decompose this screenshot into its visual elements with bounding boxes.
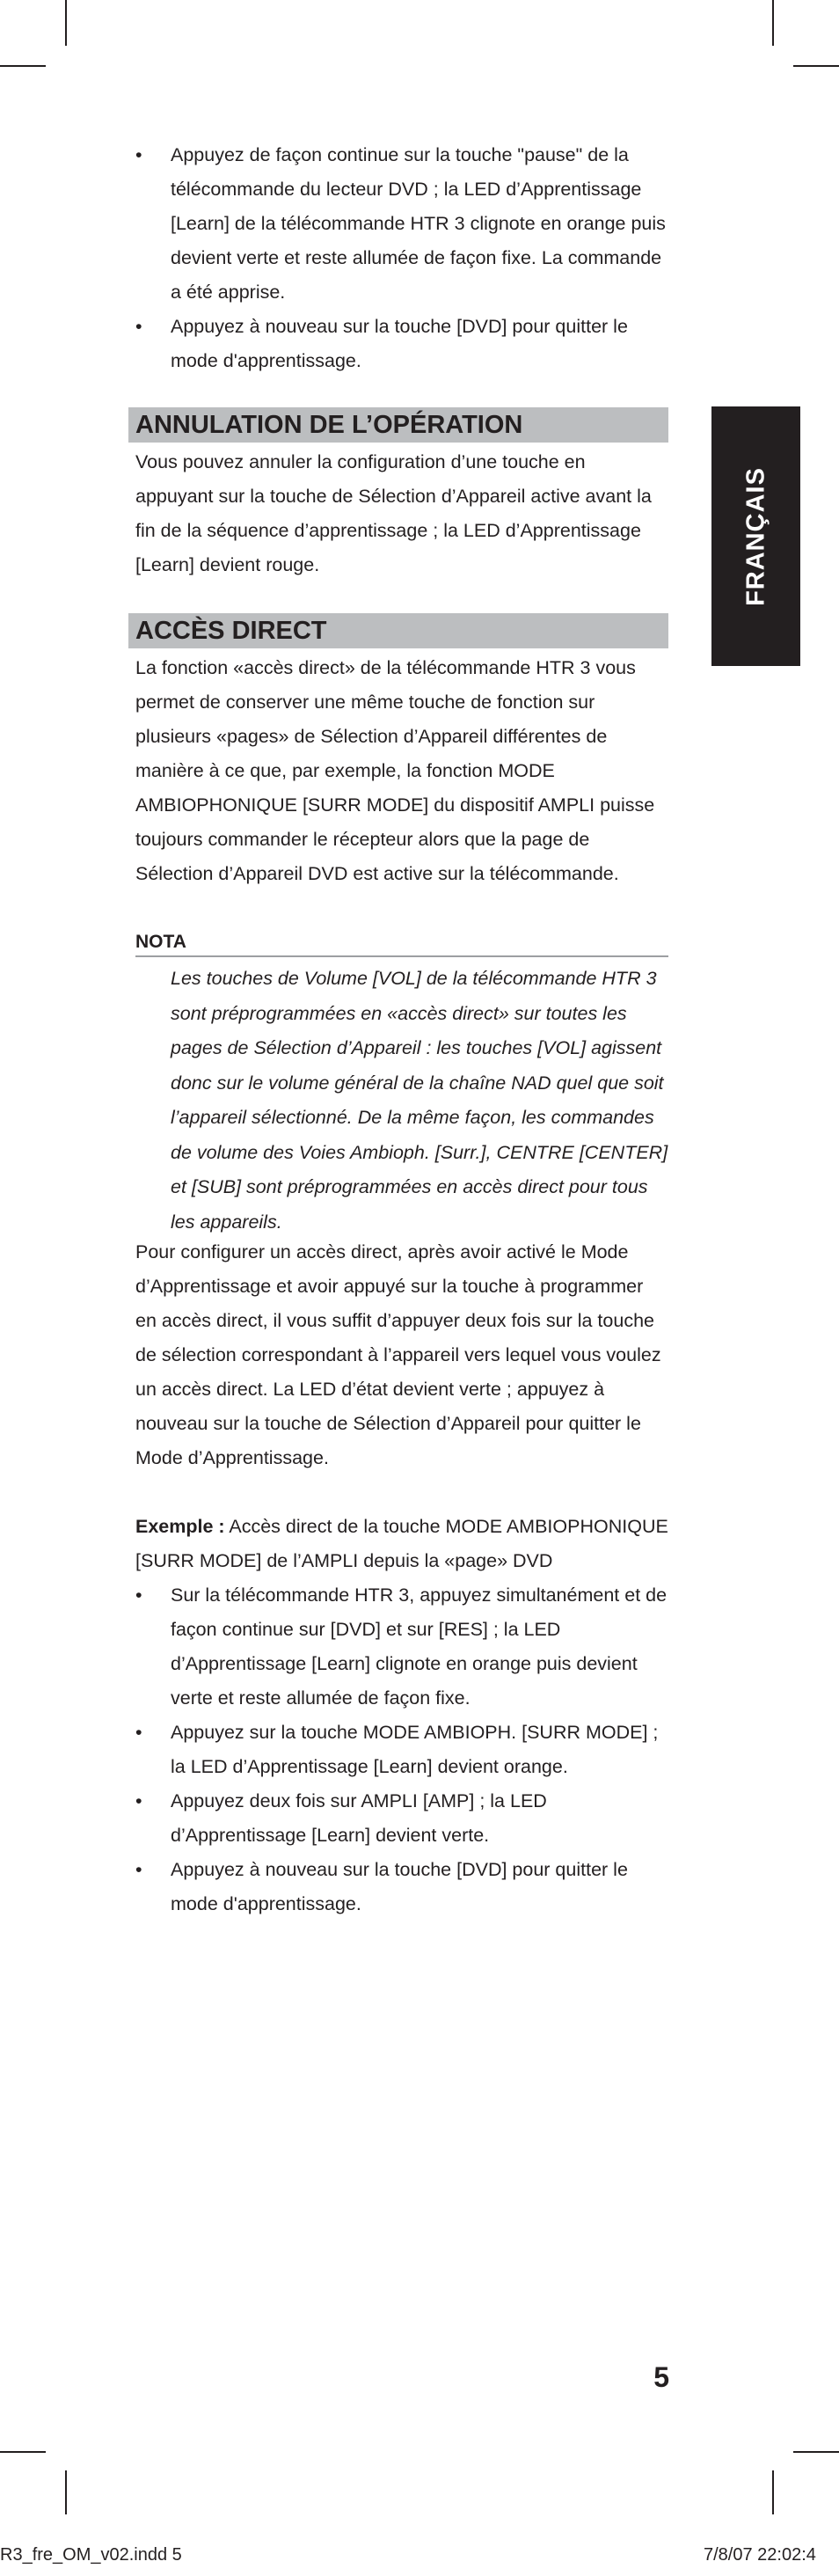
section-heading-text: ANNULATION DE L’OPÉRATION	[135, 411, 523, 439]
example-text: Accès direct de la touche MODE AMBIOPHONIQUE [SURR MODE] de l’AMPLI depuis la «page» DVD	[135, 1516, 668, 1571]
bullet-text: Appuyez à nouveau sur la touche [DVD] pour quitter le mode d'apprentissage.	[171, 1859, 628, 1914]
list-item	[135, 1853, 668, 1921]
list-item	[135, 1578, 668, 1716]
direct-paragraph: La fonction «accès direct» de la télécommande HTR 3 vous permet de conserver une même touche de fonction sur plusieurs «pages» de Sélection d’Appareil différentes de manière à ce que, par exemple, la fonction MODE AMBIOPHONIQUE [SURR MODE] du dispositif AMPLI puisse toujours commander le récepteur alors que la page de Sélection d’Appareil DVD est active sur la télécommande.	[135, 657, 655, 884]
slug-date: 7/8/07 22:02:4	[704, 2545, 816, 2565]
language-tab-label: FRANÇAIS	[741, 466, 770, 606]
note-label: NOTA	[135, 929, 668, 957]
crop-mark	[772, 2470, 774, 2514]
cancel-paragraph: Vous pouvez annuler la configuration d’une touche en appuyant sur la touche de Sélection d’Appareil active avant la fin de la séquence d’apprentissage ; la LED d’Apprentissage [Learn] devient rouge.	[135, 451, 652, 575]
list-item	[135, 1784, 668, 1853]
crop-mark	[772, 0, 774, 46]
bullet-text: Sur la télécommande HTR 3, appuyez simultanément et de façon continue sur [DVD] et sur [RES] ; la LED d’Apprentissage [Learn] clignote en orange puis devient verte et reste allumée de façon fixe.	[171, 1584, 668, 1709]
list-item	[135, 310, 668, 378]
language-tab	[711, 406, 800, 666]
intro-bullet-list	[135, 138, 668, 378]
note-text: Les touches de Volume [VOL] de la télécommande HTR 3 sont préprogrammées en «accès direct» sur toutes les pages de Sélection d’Appareil : les touches [VOL] agissent donc sur le volume général de la chaîne NAD quel que soit l’appareil sélectionné. De la même façon, les commandes de volume des Voies Ambioph. [Surr.], CENTRE [CENTER] et [SUB] sont préprogrammées en accès direct pour tous les appareils.	[171, 968, 668, 1233]
page-number: 5	[653, 2361, 669, 2393]
crop-mark	[65, 0, 67, 46]
bullet-text: Appuyez sur la touche MODE AMBIOPH. [SURR MODE] ; la LED d’Apprentissage [Learn] devient orange.	[171, 1722, 659, 1777]
bullet-text: Appuyez à nouveau sur la touche [DVD] pour quitter le mode d'apprentissage.	[171, 316, 628, 371]
crop-mark	[0, 2451, 46, 2453]
bullet-icon: •	[135, 1859, 142, 1880]
crop-mark	[793, 2451, 839, 2453]
bullet-icon: •	[135, 1584, 142, 1606]
bullet-icon: •	[135, 1722, 142, 1743]
example-bullet-list	[135, 1578, 668, 1921]
config-paragraph: Pour configurer un accès direct, après avoir activé le Mode d’Apprentissage et avoir appuyé sur la touche à programmer en accès direct, il vous suffit d’appuyer deux fois sur la touche de sélection correspondant à l’appareil vers lequel vous voulez un accès direct. La LED d’état devient verte ; appuyez à nouveau sur la touche de Sélection d’Appareil pour quitter le Mode d’Apprentissage.	[135, 1241, 661, 1468]
example-paragraph	[135, 1510, 668, 1578]
bullet-icon: •	[135, 316, 142, 337]
example-lead: Exemple :	[135, 1516, 225, 1537]
bullet-text: Appuyez deux fois sur AMPLI [AMP] ; la LED d’Apprentissage [Learn] devient verte.	[171, 1790, 547, 1846]
bullet-text: Appuyez de façon continue sur la touche "pause" de la télécommande du lecteur DVD ; la LED d’Apprentissage [Learn] de la télécommande HTR 3 clignote en orange puis devient verte et reste allumée de façon fixe. La commande a été apprise.	[171, 144, 666, 303]
slug-filename: R3_fre_OM_v02.indd 5	[0, 2545, 182, 2565]
list-item	[135, 138, 668, 310]
bullet-icon: •	[135, 1790, 142, 1811]
section-heading-text: ACCÈS DIRECT	[135, 617, 327, 645]
section-heading-direct	[128, 613, 668, 648]
crop-mark	[793, 65, 839, 67]
bullet-icon: •	[135, 144, 142, 165]
list-item	[135, 1716, 668, 1784]
crop-mark	[0, 65, 46, 67]
crop-mark	[65, 2470, 67, 2514]
section-heading-cancel	[128, 407, 668, 443]
